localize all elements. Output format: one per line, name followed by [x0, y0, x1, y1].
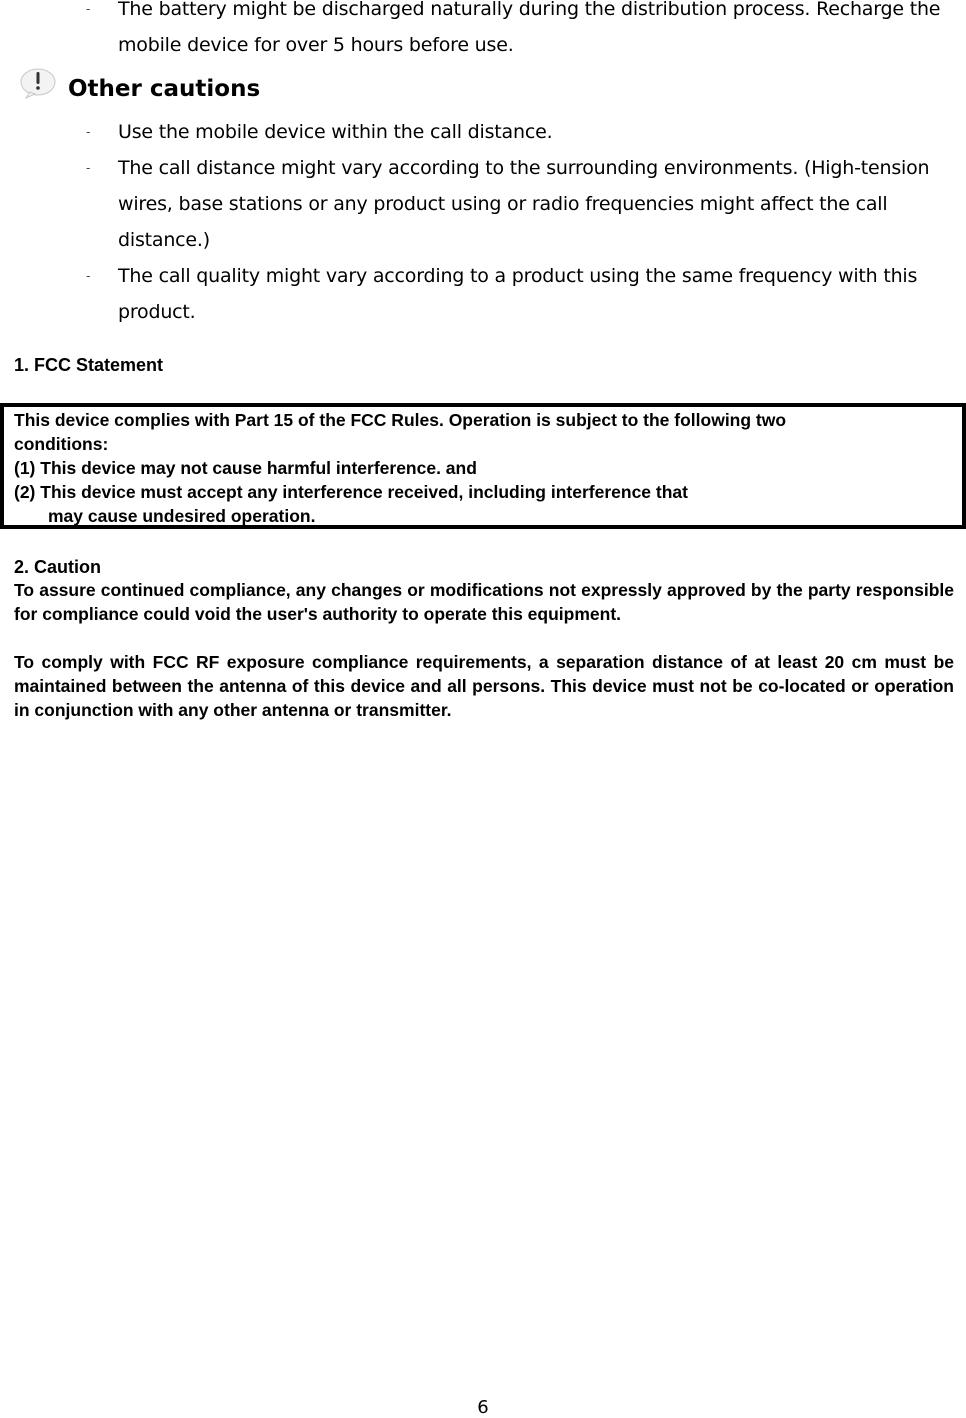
list-item — [0, 114, 966, 150]
intro-list — [0, 0, 966, 63]
list-item — [0, 258, 966, 330]
caution-paragraph: To assure continued compliance, any changes or modifications not expressly approved by the party responsible for compliance could void the user's authority to operate this equipment. — [14, 580, 954, 624]
list-item-text: The call distance might vary according to the surrounding environments. (High-tension wires, base stations or any product using or radio frequencies might affect the call distance.) — [118, 157, 930, 251]
list-item — [0, 0, 966, 63]
caution-title: 2. Caution — [14, 557, 102, 577]
other-cautions-list — [0, 114, 966, 330]
list-item-text: The battery might be discharged naturally during the distribution process. Recharge the mobile device for over 5 hours before use. — [118, 0, 941, 56]
fcc-box-line: (2) This device must accept any interference received, including interference that — [14, 482, 688, 502]
fcc-box-line: conditions: — [14, 434, 109, 454]
list-item — [0, 150, 966, 258]
list-item-text: The call quality might vary according to a product using the same frequency with this product. — [118, 265, 918, 323]
warning-icon — [18, 66, 58, 100]
rf-exposure-paragraph: To comply with FCC RF exposure compliance requirements, a separation distance of at least 20 cm must be maintained between the antenna of this device and all persons. This device must not be co-located or operation in conjunction with any other antenna or transmitter. — [14, 652, 954, 720]
fcc-box-line: (1) This device may not cause harmful interference. and — [14, 458, 477, 478]
other-cautions-header — [18, 66, 58, 100]
fcc-statement-box — [0, 403, 966, 529]
page-number: 6 — [477, 1397, 489, 1418]
bullet-dash: - — [86, 2, 91, 16]
fcc-box-line: may cause undesired operation. — [48, 506, 316, 526]
section-title: Other cautions — [68, 76, 261, 102]
bullet-dash: - — [86, 161, 91, 175]
bullet-dash: - — [86, 125, 91, 139]
fcc-statement-title: 1. FCC Statement — [14, 355, 164, 375]
fcc-box-line: This device complies with Part 15 of the FCC Rules. Operation is subject to the following two — [14, 410, 787, 430]
bullet-dash: - — [86, 269, 91, 283]
list-item-text: Use the mobile device within the call distance. — [118, 121, 553, 143]
